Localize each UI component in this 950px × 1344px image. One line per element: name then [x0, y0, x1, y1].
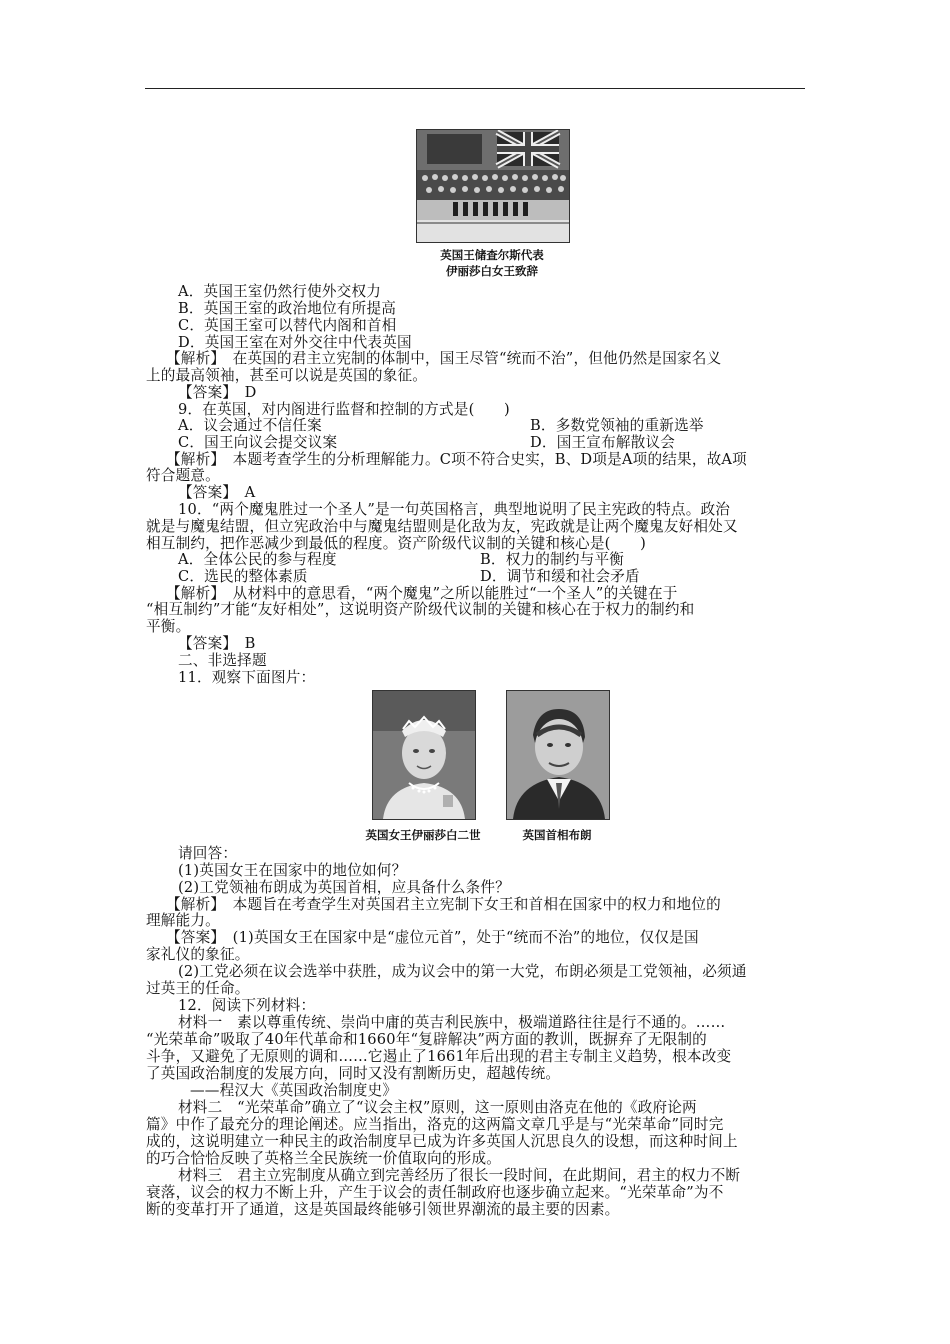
text-line: B．多数党领袖的重新选举 — [530, 417, 704, 434]
text-line: 材料二 “光荣革命”确立了“议会主权”原则，这一原则由洛克在他的《政府论两 — [178, 1099, 697, 1116]
text-line: 上的最高领袖，甚至可以说是英国的象征。 — [146, 367, 428, 384]
text-line: 【答案】 A — [178, 484, 256, 501]
text-line: C．国王向议会提交议案 — [178, 434, 338, 451]
text-line: 请回答： — [178, 845, 238, 862]
text-line: 【解析】 本题考查学生的分析理解能力。C项不符合史实，B、D项是A项的结果，故A项 — [166, 451, 747, 468]
brown-portrait-photo — [506, 690, 610, 820]
text-line: “光荣革命”吸取了40年代革命和1660年“复辟解决”两方面的教训，既摒弃了无限制的 — [146, 1031, 707, 1048]
text-line: 【解析】 在英国的君主立宪制的体制中，国王尽管“统而不治”，但他仍然是国家名义 — [166, 350, 722, 367]
text-line: 过英王的任命。 — [146, 980, 250, 997]
text-line: 二、非选择题 — [178, 652, 267, 669]
text-line: 【解析】 从材料中的意思看，“两个魔鬼”之所以能胜过“一个圣人”的关键在于 — [166, 585, 678, 602]
text-line: D．英国王室在对外交往中代表英国 — [178, 334, 412, 351]
text-line: 材料一 素以尊重传统、崇尚中庸的英吉利民族中，极端道路往往是行不通的。…… — [178, 1014, 726, 1031]
text-line: “相互制约”才能“友好相处”，这说明资产阶级代议制的关键和核心在于权力的制约和 — [146, 601, 695, 618]
text-line: 符合题意。 — [146, 467, 220, 484]
text-line: 篇》中作了最充分的理论阐述。应当指出，洛克的这两篇文章几乎是与“光荣革命”同时完 — [146, 1116, 724, 1133]
text-line: 就是与魔鬼结盟，但立宪政治中与魔鬼结盟则是化敌为友，宪政就是让两个魔鬼友好相处又 — [146, 518, 738, 535]
figure-caption-line: 英国王储查尔斯代表 — [440, 248, 544, 262]
figure-caption: 英国首相布朗 — [522, 828, 592, 842]
text-line: D．国王宣布解散议会 — [530, 434, 676, 451]
text-line: 了英国政治制度的发展方向，同时又没有割断历史，超越传统。 — [146, 1065, 561, 1082]
text-line: B．权力的制约与平衡 — [480, 551, 625, 568]
text-line: 11．观察下面图片： — [178, 669, 316, 686]
brown-portrait-illustration — [507, 691, 609, 819]
text-line: 衰落，议会的权力不断上升，产生于议会的责任制政府也逐步确立起来。“光荣革命”为不 — [146, 1184, 724, 1201]
text-line: C．英国王室可以替代内阁和首相 — [178, 317, 397, 334]
text-line: 【答案】 D — [178, 384, 257, 401]
text-line: (2)工党必须在议会选举中获胜，成为议会中的第一大党，布朗必须是工党领袖，必须通 — [178, 963, 747, 980]
text-line: 平衡。 — [146, 618, 191, 635]
ceremony-photo — [416, 129, 570, 243]
text-line: A．全体公民的参与程度 — [178, 551, 337, 568]
figure-caption-line: 伊丽莎白女王致辞 — [446, 264, 538, 278]
ceremony-illustration — [417, 130, 569, 242]
text-line: 9．在英国，对内阁进行监督和控制的方式是( ) — [178, 401, 510, 418]
text-line: 【答案】 B — [178, 635, 256, 652]
text-line: 成的，这说明建立一种民主的政治制度早已成为许多英国人沉思良久的设想，而这种时间上 — [146, 1133, 738, 1150]
text-line: 10．“两个魔鬼胜过一个圣人”是一句英国格言，典型地说明了民主宪政的特点。政治 — [178, 501, 731, 518]
text-line: A．英国王室仍然行使外交权力 — [178, 283, 382, 300]
text-line: C．选民的整体素质 — [178, 568, 308, 585]
figure-caption: 英国女王伊丽莎白二世 — [365, 828, 481, 842]
text-line: 家礼仪的象征。 — [146, 946, 250, 963]
queen-portrait-photo — [372, 690, 476, 820]
text-line: 【解析】 本题旨在考查学生对英国君主立宪制下女王和首相在国家中的权力和地位的 — [166, 896, 721, 913]
text-line: B．英国王室的政治地位有所提高 — [178, 300, 397, 317]
text-line: 相互制约，把作恶减少到最低的程度。资产阶级代议制的关键和核心是( ) — [146, 535, 646, 552]
text-line: 12．阅读下列材料： — [178, 997, 316, 1014]
text-line: D．调节和缓和社会矛盾 — [480, 568, 640, 585]
text-line: (2)工党领袖布朗成为英国首相，应具备什么条件？ — [178, 879, 510, 896]
text-line: 材料三 君主立宪制度从确立到完善经历了很长一段时间，在此期间，君主的权力不断 — [178, 1167, 741, 1184]
header-rule — [145, 88, 805, 89]
text-line: A．议会通过不信任案 — [178, 417, 322, 434]
text-line: 理解能力。 — [146, 912, 220, 929]
text-line: (1)英国女王在国家中的地位如何？ — [178, 862, 407, 879]
text-line: 【答案】 (1)英国女王在国家中是“虚位元首”，处于“统而不治”的地位，仅仅是国 — [166, 929, 699, 946]
text-line: ——程汉大《英国政治制度史》 — [190, 1082, 398, 1099]
text-line: 斗争，又避免了无原则的调和……它遏止了1661年后出现的君主专制主义趋势，根本改变 — [146, 1048, 732, 1065]
text-line: 的巧合恰恰反映了英格兰全民族统一价值取向的形成。 — [146, 1150, 502, 1167]
text-line: 断的变革打开了通道，这是英国最终能够引领世界潮流的最主要的因素。 — [146, 1201, 620, 1218]
queen-portrait-illustration — [373, 691, 475, 819]
